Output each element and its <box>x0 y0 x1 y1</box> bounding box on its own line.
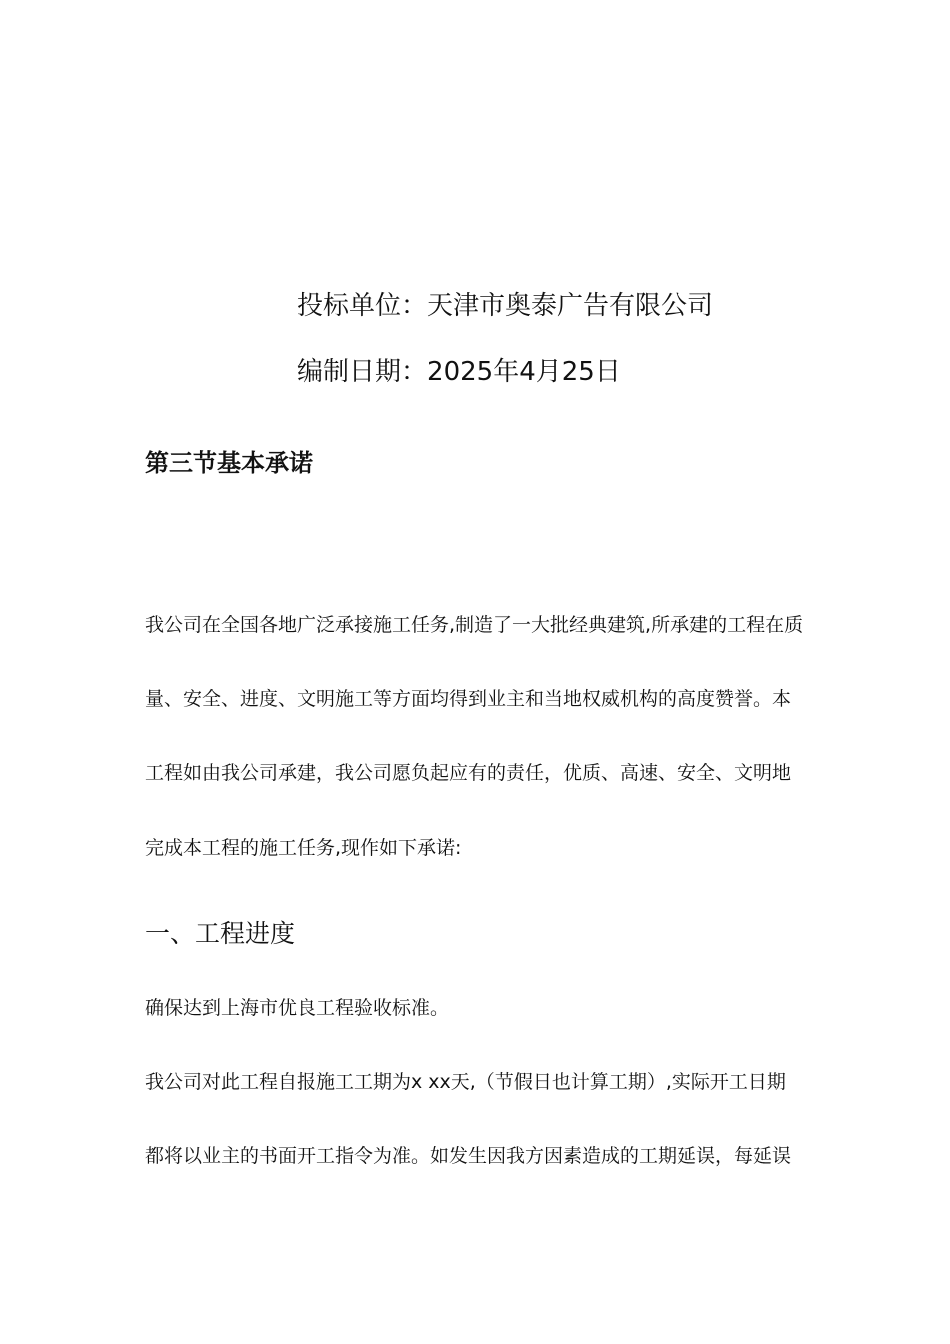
intro-line-2: 量、安全、进度、文明施工等方面均得到业主和当地权威机构的高度赞誉。本 <box>145 688 792 710</box>
intro-line-1: 我公司在全国各地广泛承接施工任务,制造了一大批经典建筑,所承建的工程在质 <box>145 614 804 636</box>
subsection-heading: 一、工程进度 <box>145 919 296 948</box>
date-value: 2025年4月25日 <box>427 357 621 387</box>
bidder-label: 投标单位 <box>297 291 402 321</box>
bidder-line <box>297 288 713 324</box>
intro-line-3: 工程如由我公司承建，我公司愿负起应有的责任，优质、高速、安全、文明地 <box>145 762 792 784</box>
schedule-line-1: 我公司对此工程自报施工工期为x xx天,（节假日也计算工期）,实际开工日期 <box>145 1071 786 1093</box>
intro-line-4: 完成本工程的施工任务,现作如下承诺: <box>145 837 462 859</box>
date-colon: ： <box>401 357 428 387</box>
date-label: 编制日期 <box>297 357 402 387</box>
bidder-value: 天津市奥泰广告有限公司 <box>427 291 714 321</box>
quality-standard-line: 确保达到上海市优良工程验收标准。 <box>145 997 450 1019</box>
bidder-colon: ： <box>401 291 428 321</box>
section-title: 第三节基本承诺 <box>145 449 313 477</box>
schedule-line-2: 都将以业主的书面开工指令为准。如发生因我方因素造成的工期延误，每延误 <box>145 1145 792 1167</box>
date-line <box>297 354 621 390</box>
